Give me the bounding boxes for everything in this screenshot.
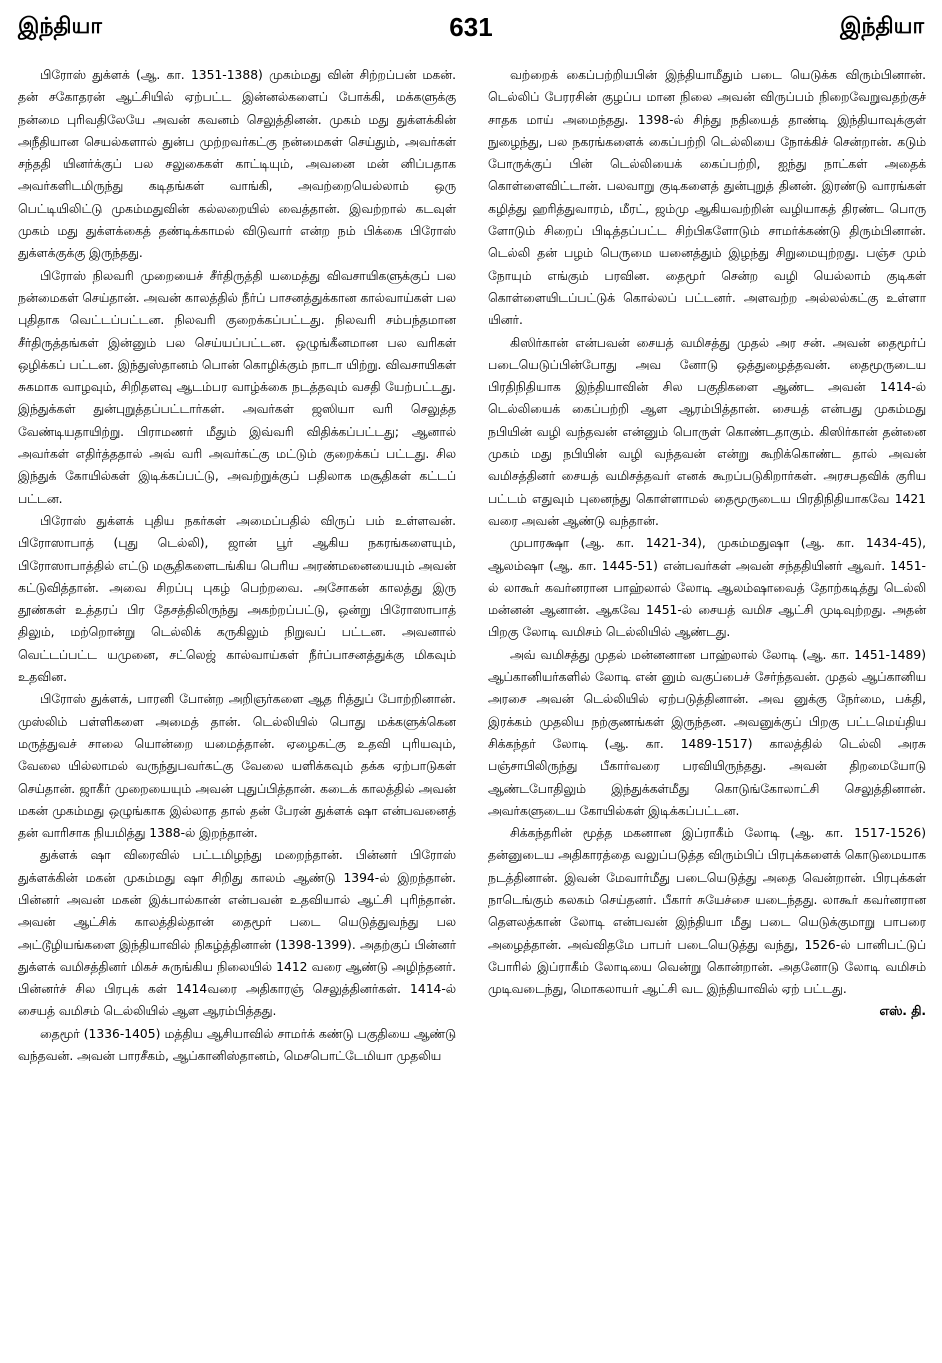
paragraph: முபாரக்ஷா (ஆ. கா. 1421-34), முகம்மதுஷா (ஆ. கா. 1434-45), ஆலம்ஷா (ஆ. கா. 1445-51) என்பவர்கள் அவன் சந்ததியினர் ஆவர். 1451-ல் லாகூர் கவர்னரான பாஹ்லால் லோடி ஆலம்ஷாவைத் தோற்கடித்து டெல்லி மன்னன் ஆனான். ஆகவே 1451-ல் சையத் வமிச ஆட்சி முடிவுற்றது. அதன் பிறகு லோடி வமிசம் டெல்லியில் ஆண்டது. xyxy=(488,536,926,640)
paragraph: பிரோஸ் நிலவரி முறையைச் சீர்திருத்தி யமைத்து விவசாயிகளுக்குப் பல நன்மைகள் செய்தான். அவன் காலத்தில் நீர்ப் பாசனத்துக்கான கால்வாய்கள் பல புதிதாக வெட்டப்பட்டன. நிலவரி குறைக்கப்பட்டது. நிலவரி சம்பந்தமான சீர்திருத்தங்கள் இன்னும் பல செய்யப்பட்டன. ஒழுங்கீனமான பல வரிகள் ஒழிக்கப் பட்டன. இந்துஸ்தானம் பொன் கொழிக்கும் நாடா யிற்று. விவசாயிகள் சுகமாக வாழவும், சிறிதளவு ஆடம்பர வாழ்க்கை நடத்தவும் வசதி யேற்பட்டது. இந்துக்கள் துன்புறுத்தப்பட்டார்கள். அவர்கள் ஜஸியா வரி செலுத்த வேண்டியதாயிற்று. பிராமணர் மீதும் இவ்வரி விதிக்கப்பட்டது; ஆனால் அவர்கள் எதிர்த்ததால் அவ் வரி அவர்கட்கு மட்டும் குறைக்கப் பட்டது. சில இந்துக் கோயில்கள் இடிக்கப்பட்டு, அவற்றுக்குப் பதிலாக மசூதிகள் கட்டப் பட்டன. xyxy=(18,268,456,506)
author-signature: எஸ். தி. xyxy=(879,1004,926,1019)
paragraph: துக்ளக் ஷா விரைவில் பட்டமிழந்து மறைந்தான். பின்னர் பிரோஸ் துக்ளக்கின் மகன் முகம்மது ஷா சிறிது காலம் ஆண்டு 1394-ல் இறந்தான். பின்னர் அவன் மகன் இக்பால்கான் என்பவன் உதவியால் ஆட்சி புரிந்தான். அவன் ஆட்சிக் காலத்தில்தான் தைமூர் படை யெடுத்துவந்து பல அட்டூழியங்களை இந்தியாவில் நிகழ்த்தினான் (1398-1399). அதற்குப் பின்னர் துக்ளக் வமிசத்தினர் மிகச் சுருங்கிய நிலையில் 1412 வரை ஆண்டு அழிந்தனர். பின்னர்ச் சில பிரபுக் கள் 1414வரை அதிகாரஞ் செலுத்தினர்கள். 1414-ல் சையத் வமிசம் டெல்லியில் ஆள ஆரம்பித்தது. xyxy=(18,848,456,1019)
paragraph: பிரோஸ் துக்ளக் (ஆ. கா. 1351-1388) முகம்மது வின் சிற்றப்பன் மகன். தன் சகோதரன் ஆட்சியில் ஏற்பட்ட இன்னல்களைப் போக்கி, மக்களுக்கு நன்மை புரிவதிலேயே அவன் கவனம் செலுத்தினன். முகம் மது துக்ளக்கின் அநீதியான செயல்களால் துன்ப முற்றவர்கட்கு நன்மைகள் செய்தும், அவர்கள் சந்ததி யினர்க்குப் பல சலுகைகள் காட்டியும், அவனை மன் னிப்பதாக அவர்களிடமிருந்து கடிதங்கள் வாங்கி, அவற்றையெல்லாம் ஒரு பெட்டியிலிட்டு முகம்மதுவின் கல்லறையில் வைத்தான். இவற்றால் கடவுள் முகம் மது துக்ளக்கைத் தண்டிக்காமல் விடுவார் என்ற நம் பிக்கை பிரோஸ் துக்ளக்குக்கு இருந்தது. xyxy=(18,68,456,261)
left-column xyxy=(18,64,456,1067)
running-header-left: இந்தியா xyxy=(18,14,102,39)
paragraph: சிக்கந்தரின் மூத்த மகனான இப்ராகீம் லோடி (ஆ. கா. 1517-1526) தன்னுடைய அதிகாரத்தை வலுப்படுத்த விரும்பிப் பிரபுக்களைக் கொடுமையாக நடத்தினான். இவன் மேவார்மீது படையெடுத்து அதை வென்றான். பிரபுக்கள் நாடெங்கும் கலகம் செய்தனர். பீகார் சுயேச்சை யடைந்தது. லாகூர் கவர்னரான தௌலத்கான் லோடி என்பவன் இந்தியா மீது படை யெடுக்குமாறு பாபரை அழைத்தான். அவ்விதமே பாபர் படையெடுத்து வந்து, 1526-ல் பானிபட்டுப் போரில் இப்ராகீம் லோடியை வென்று கொன்றான். அதனோடு லோடி வமிசம் முடிவடைந்து, மொகலாயர் ஆட்சி வட இந்தியாவில் ஏற் பட்டது. xyxy=(488,826,927,997)
paragraph: பிரோஸ் துக்ளக், பாரனி போன்ற அறிஞர்களை ஆத ரித்துப் போற்றினான். முஸ்லிம் பள்ளிகளை அமைத் தான். டெல்லியில் பொது மக்களுக்கென மருத்துவச் சாலை யொன்றை யமைத்தான். ஏழைகட்கு உதவி புரியவும், வேலை யில்லாமல் வருந்துபவர்கட்கு வேலை யளிக்கவும் தக்க ஏற்பாடுகள் செய்தான். ஜாகீர் முறையையும் அவன் புதுப்பித்தான். கடைக் காலத்தில் அவன் மகன் முகம்மது ஒழுங்காக இல்லாத தால் தன் பேரன் துக்ளக் ஷா என்பவனைத் தன் வாரிசாக நியமித்து 1388-ல் இறந்தான். xyxy=(18,692,456,841)
paragraph: வற்றைக் கைப்பற்றியபின் இந்தியாமீதும் படை யெடுக்க விரும்பினான். டெல்லிப் பேரரசின் குழப்ப மான நிலை அவன் விருப்பம் நிறைவேறுவதற்குச் சாதக மாய் அமைந்தது. 1398-ல் சிந்து நதியைத் தாண்டி இந்தியாவுக்குள் நுழைந்து, பல நகரங்களைக் கைப்பற்றி டெல்லியை நோக்கிச் சென்றான். கடும் போருக்குப் பின் டெல்லியைக் கைப்பற்றி, ஐந்து நாட்கள் அதைக் கொள்ளைவிட்டான். பலவாறு குடிகளைத் துன்புறுத் தினன். இரண்டு வாரங்கள் கழித்து ஹரித்துவாரம், மீரட், ஜம்மு ஆகியவற்றின் வழியாகத் திரண்ட பொரு ளோடும் சிறைப் பிடித்தப்பட்ட சிற்பிகளோடும் சாமர்க்கண்டு திரும்பினான். டெல்லி தன் பழம் பெருமை யனைத்தும் இழந்து சிறுமையுற்றது. பஞ்ச மும் நோயும் எங்கும் பரவின. தைமூர் சென்ற வழி யெல்லாம் குடிகள் கொள்ளையிடப்பட்டுக் கொல்லப் பட்டனர். அளவற்ற அல்லல்கட்கு உள்ளா யினர். xyxy=(488,68,926,328)
paragraph: பிரோஸ் துக்ளக் புதிய நகர்கள் அமைப்பதில் விருப் பம் உள்ளவன். பிரோஸாபாத் (புது டெல்லி), ஜான் பூர் ஆகிய நகரங்களையும், பிரோஸாபாத்தில் எட்டு மசூதிகளைடங்கிய பெரிய அரண்மனையையும் அவன் கட்டுவித்தான். அவை சிறப்பு புகழ் பெற்றவை. அசோகன் காலத்து இரு தூண்கள் உத்தரப் பிர தேசத்திலிருந்து அகற்றப்பட்டு, ஒன்று பிரோஸாபாத் திலும், மற்றொன்று டெல்லிக் கருகிலும் நிறுவப் பட்டன. அவனால் வெட்டப்பட்ட யமுனை, சட்லெஜ் கால்வாய்கள் நீர்ப்பாசனத்துக்கு மிகவும் உதவின. xyxy=(18,513,456,685)
paragraph: அவ் வமிசத்து முதல் மன்னனான பாஹ்லால் லோடி (ஆ. கா. 1451-1489) ஆப்கானியர்களில் லோடி என் னும் வகுப்பைச் சேர்ந்தவன். முதல் ஆப்கானிய அரசை அவன் டெல்லியில் ஏற்படுத்தினான். அவ னுக்கு நேர்மை, பக்தி, இரக்கம் முதலிய நற்குணங்கள் இருந்தன. அவனுக்குப் பிறகு பட்டமெய்திய சிக்கந்தர் லோடி (ஆ. கா. 1489-1517) காலத்தில் டெல்லி அரசு பஞ்சாபிலிருந்து பீகார்வரை பரவியிருந்தது. அவன் திறமையோடு ஆண்டபோதிலும் இந்துக்கள்மீது கொடுங்கோலாட்சி செலுத்தினான். அவர்களுடைய கோயில்கள் இடிக்கப்பட்டன. xyxy=(488,647,926,818)
running-header-right: இந்தியா xyxy=(840,14,924,39)
right-column xyxy=(488,64,926,1023)
paragraph: கிஸிர்கான் என்பவன் சையத் வமிசத்து முதல் அர சன். அவன் தைமூர்ப் படையெடுப்பின்போது அவ னோடு ஒத்துழைத்தவன். தைமூருடைய பிரதிநிதியாக இந்தியாவின் சில பகுதிகளை ஆண்ட அவன் 1414-ல் டெல்லியைக் கைப்பற்றி ஆள ஆரம்பித்தான். சையத் என்பது முகம்மது நபியின் வழி வந்தவன் என்னும் பொருள் கொண்டதாகும். கிஸிர்கான் தன்னை முகம் மது நபியின் வழி வந்தவன் என்று கூறிக்கொண்ட தால் அவன் வமிசத்தினர் சையத் வமிசத்தவர் எனக் கூறப்படுகிறார்கள். அரசபதவிக் குரிய பட்டம் எதுவும் புனைந்து கொள்ளாமல் தைமூருடைய பிரதிநிதியாகவே 1421 வரை அவன் ஆண்டு வந்தான். xyxy=(488,335,926,528)
paragraph: தைமூர் (1336-1405) மத்திய ஆசியாவில் சாமர்க் கண்டு பகுதியை ஆண்டு வந்தவன். அவன் பாரசீகம், ஆப்கானிஸ்தானம், மெசபொட்டேமியா முதலிய xyxy=(18,1026,456,1064)
page-number: 631 xyxy=(449,12,493,42)
